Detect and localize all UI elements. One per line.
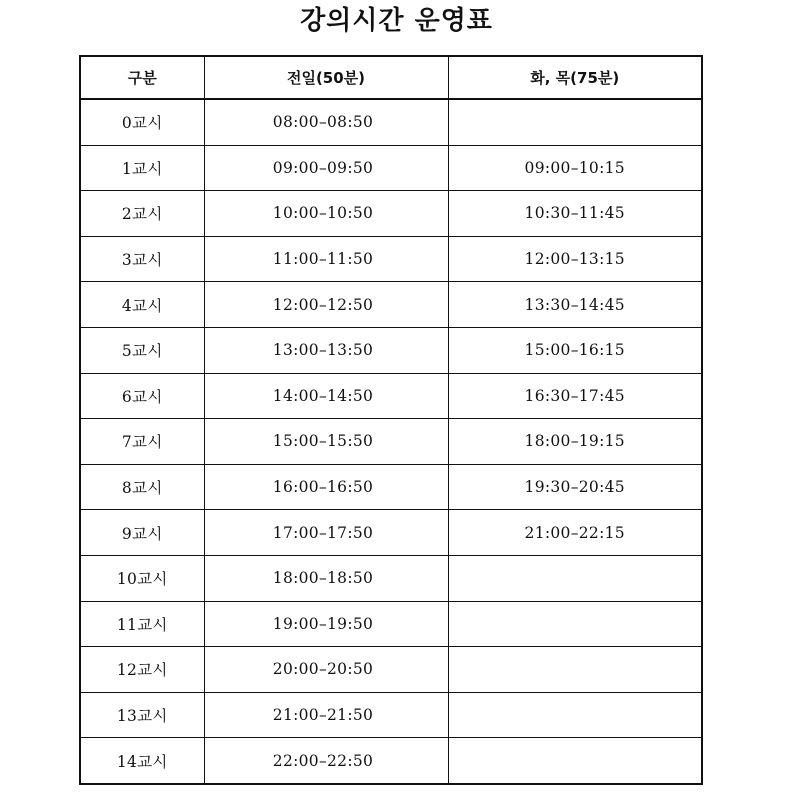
all-days-time-cell: 18:00–18:50 [204, 555, 448, 601]
all-days-time-cell: 19:00–19:50 [204, 601, 448, 647]
all-days-time-cell: 21:00–21:50 [204, 692, 448, 738]
all-days-time-cell: 14:00–14:50 [204, 373, 448, 419]
all-days-time-cell: 20:00–20:50 [204, 647, 448, 693]
table-row [80, 555, 702, 601]
period-cell: 14교시 [80, 738, 204, 784]
header-row [80, 56, 702, 99]
tue-thu-time-cell: 09:00–10:15 [448, 145, 702, 191]
tue-thu-time-cell: 19:30–20:45 [448, 464, 702, 510]
period-cell: 8교시 [80, 464, 204, 510]
page-title: 강의시간 운영표 [300, 6, 493, 36]
table-row [80, 99, 702, 145]
all-days-time-cell: 09:00–09:50 [204, 145, 448, 191]
tue-thu-time-cell [448, 738, 702, 784]
table-row [80, 510, 702, 556]
table-row [80, 282, 702, 328]
period-cell: 11교시 [80, 601, 204, 647]
all-days-time-cell: 10:00–10:50 [204, 191, 448, 237]
period-cell: 7교시 [80, 419, 204, 465]
period-cell: 12교시 [80, 647, 204, 693]
table-row [80, 464, 702, 510]
tue-thu-time-cell: 13:30–14:45 [448, 282, 702, 328]
period-cell: 0교시 [80, 99, 204, 145]
tue-thu-time-cell: 21:00–22:15 [448, 510, 702, 556]
tue-thu-time-cell [448, 647, 702, 693]
all-days-time-cell: 08:00–08:50 [204, 99, 448, 145]
period-cell: 6교시 [80, 373, 204, 419]
table-row [80, 601, 702, 647]
period-cell: 3교시 [80, 236, 204, 282]
tue-thu-time-cell [448, 555, 702, 601]
table-header [80, 56, 702, 99]
tue-thu-time-cell: 12:00–13:15 [448, 236, 702, 282]
all-days-time-cell: 11:00–11:50 [204, 236, 448, 282]
tue-thu-time-cell [448, 601, 702, 647]
table-row [80, 738, 702, 784]
table-row [80, 373, 702, 419]
tue-thu-time-cell: 10:30–11:45 [448, 191, 702, 237]
all-days-time-cell: 15:00–15:50 [204, 419, 448, 465]
table-row [80, 145, 702, 191]
tue-thu-time-cell: 18:00–19:15 [448, 419, 702, 465]
all-days-time-cell: 13:00–13:50 [204, 327, 448, 373]
period-cell: 9교시 [80, 510, 204, 556]
period-cell: 10교시 [80, 555, 204, 601]
table-body [80, 99, 702, 784]
table-row [80, 236, 702, 282]
header-all-days: 전일(50분) [204, 56, 448, 99]
header-period: 구분 [80, 56, 204, 99]
all-days-time-cell: 22:00–22:50 [204, 738, 448, 784]
lecture-schedule-table [79, 55, 703, 785]
tue-thu-time-cell [448, 99, 702, 145]
tue-thu-time-cell [448, 692, 702, 738]
all-days-time-cell: 16:00–16:50 [204, 464, 448, 510]
table-row [80, 647, 702, 693]
period-cell: 1교시 [80, 145, 204, 191]
table-row [80, 419, 702, 465]
table-row [80, 327, 702, 373]
table-row [80, 191, 702, 237]
table-row [80, 692, 702, 738]
header-tue-thu: 화, 목(75분) [448, 56, 702, 99]
tue-thu-time-cell: 15:00–16:15 [448, 327, 702, 373]
all-days-time-cell: 17:00–17:50 [204, 510, 448, 556]
all-days-time-cell: 12:00–12:50 [204, 282, 448, 328]
period-cell: 13교시 [80, 692, 204, 738]
period-cell: 4교시 [80, 282, 204, 328]
period-cell: 2교시 [80, 191, 204, 237]
period-cell: 5교시 [80, 327, 204, 373]
tue-thu-time-cell: 16:30–17:45 [448, 373, 702, 419]
